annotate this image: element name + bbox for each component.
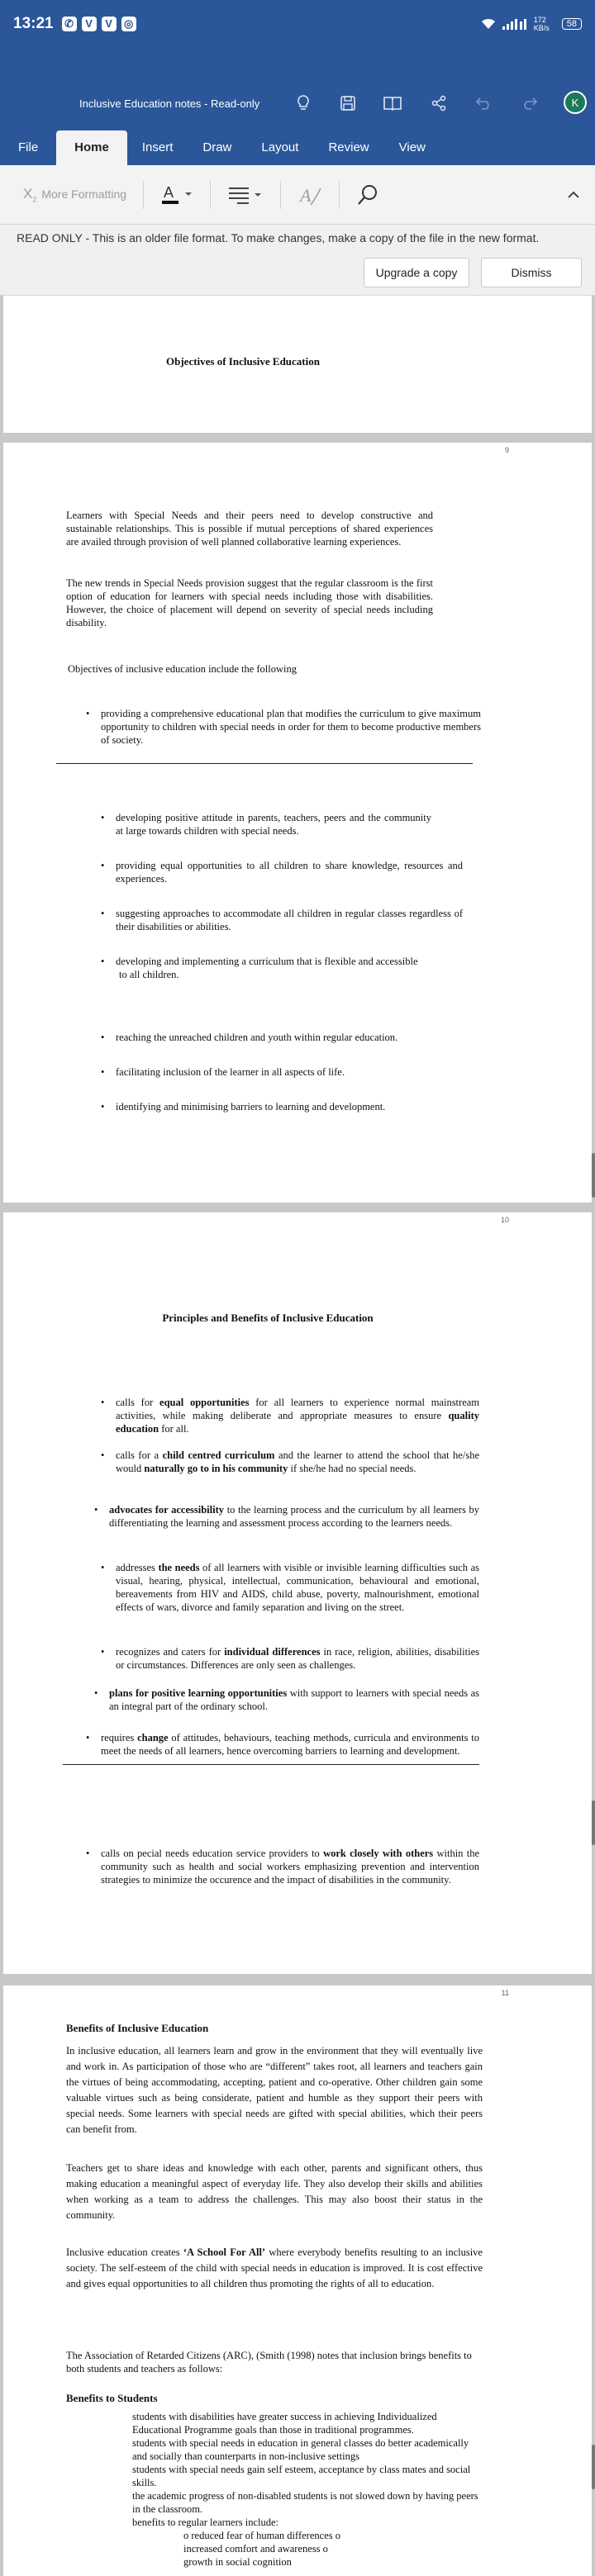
status-right [481,16,582,32]
list-item: • identifying and minimising barriers to learning and development. [116,1100,463,1113]
more-formatting-button[interactable] [23,186,126,203]
list-item: • calls for a child centred curriculum and the learner to attend the school that he/she would naturally go to in his community if she/he had no special needs. [116,1449,479,1475]
clear-formatting-icon: $X_2$ [23,185,37,204]
list-item: • advocates for accessibility to the learning process and the curriculum by all learners by differentiating the learning and assessment process according to the learners needs. [109,1503,479,1530]
status-time: 13:21 [13,15,54,32]
list-item: o reduced fear of human differences o [183,2530,340,2541]
tab-view[interactable]: View [398,140,426,154]
list-item: • developing positive attitude in parents, teachers, peers and the community at large towards children with special needs. [116,811,431,837]
page-heading: Objectives of Inclusive Education [166,355,320,368]
document-page [3,296,592,433]
read-mode-icon[interactable] [380,91,405,116]
list-item: • requires change of attitudes, behaviours, teaching methods, curricula and environments to meet the needs of all learners, hence overcoming barriers to learning and development. [101,1731,479,1758]
share-icon[interactable] [426,91,451,116]
align-icon [227,184,264,206]
svg-text:A: A [300,184,312,206]
scrollbar[interactable] [592,2445,595,2489]
paragraph: Objectives of inclusive education include the following [68,663,298,675]
document-page [3,443,592,1203]
list-item: • providing a comprehensive educational plan that modifies the curriculum to give maximum opportunity to children with special needs in order for them to become productive members of society. [101,707,481,747]
paragraph: The Association of Retarded Citizens (ARC), (Smith (1998) notes that inclusion brings benefits to both students and teachers as follows: [66,2350,472,2374]
paragraph: The new trends in Special Needs provision suggest that the regular classroom is the first option of education for learners with special needs including those with disabilities. However, the choice of placement will depend on severity of special needs including disability. [66,577,433,629]
whatsapp-icon: ✆ [62,17,77,31]
list-item: • providing equal opportunities to all children to share knowledge, resources and experiences. [116,859,463,885]
signal-icon [502,18,527,30]
collapse-ribbon-button[interactable] [567,191,580,199]
save-icon[interactable] [336,91,360,116]
ribbon-toolbar [0,165,595,225]
sub-heading: Benefits to Students [66,2392,158,2404]
list-item: • suggesting approaches to accommodate all children in regular classes regardless of their disabilities or abilities. [116,907,463,933]
paragraph-format-button[interactable] [227,184,264,206]
ribbon-tabs [0,130,595,165]
network-speed: 172 KB/s [533,16,550,32]
font-color-icon [160,183,193,207]
tab-home[interactable]: Home [56,130,127,165]
paragraph: In inclusive education, all learners learn and grow in the environment that they will eventually live and work in. As participation of those who are “different” takes root, all learners and teachers gain the virtues of being accommodating, accepting, patient and co-operative. Other children gain some valuable virtues such as being considerate, patient and humble as they support their peers with special needs. Some learners with special needs are gifted with special abilities, which their peers can benefit from. [66,2045,483,2135]
list-item: • reaching the unreached children and youth within regular education. [116,1031,463,1044]
page-heading: Principles and Benefits of Inclusive Education [162,1312,374,1324]
scrollbar[interactable] [592,1800,595,1845]
status-bar [0,0,595,48]
list-item-text: to all children. [119,969,179,980]
tab-file[interactable]: File [18,140,39,154]
list-item: growth in social cognition [183,2556,292,2568]
page-number: 9 [504,446,509,454]
list-item: • addresses the needs of all learners with visible or invisible learning difficulties such as visual, hearing, physical, intellectual, communication, behavioural and emotional, bereavements from HIV and AIDS, child abuse, poverty, malnourishment, emotional effects of wars, divorce and family separation and living on the street. [116,1561,479,1614]
paragraph: Teachers get to share ideas and knowledge with each other, parents and significant others, thus making education a meaningful aspect of everyday life. They also develop their skills and abilities when working as a team to address the challenges. This may also boost their status in the community. [66,2162,483,2221]
scrollbar[interactable] [592,1153,595,1198]
find-button[interactable] [356,183,379,206]
list-item-text: developing and implementing a curriculum that is flexible and accessible [116,956,418,967]
list-item [116,955,431,981]
section-heading: Benefits of Inclusive Education [66,2022,209,2034]
divider [143,181,144,209]
list-item: benefits to regular learners include: [132,2517,279,2528]
v-app-icon-2: V [102,17,117,31]
list-item: students with disabilities have greater success in achieving Individualized Educational Programme goals than those in traditional programmes. [132,2411,437,2436]
instagram-icon: ◎ [121,17,136,31]
page-number: 10 [500,1216,509,1224]
tab-review[interactable]: Review [328,140,369,154]
document-page [3,1212,592,1974]
read-only-message: READ ONLY - This is an older file format. To make changes, make a copy of the file in the new format. [17,231,540,244]
list-item: • recognizes and caters for individual differences in race, religion, abilities, disabilities or circumstances. Differences are only seen as challenges. [116,1645,479,1672]
document-page [3,1985,592,2576]
divider [210,181,211,209]
v-app-icon: V [82,17,97,31]
undo-icon[interactable] [471,91,496,116]
styles-button[interactable] [298,183,322,206]
font-color-button[interactable] [160,183,193,207]
tab-insert[interactable]: Insert [141,140,174,154]
list-item: • calls for equal opportunities for all learners to experience normal mainstream activities, while making deliberate and appropriate measures to ensure quality education for all. [116,1396,479,1435]
lightbulb-icon[interactable] [291,91,316,116]
title-row [0,83,595,124]
more-formatting-label: More Formatting [41,187,127,202]
benefit-list [132,2410,483,2569]
styles-icon [298,183,322,206]
list-item: students with special needs gain self esteem, acceptance by class mates and social skills. [132,2464,471,2488]
chevron-up-icon [567,191,580,199]
divider [280,181,281,209]
battery-indicator: 58 [562,18,582,30]
dismiss-button[interactable]: Dismiss [481,258,582,287]
read-only-banner [0,225,595,296]
tab-draw[interactable]: Draw [202,140,232,154]
document-title: Inclusive Education notes - Read-only [79,97,260,110]
list-item: increased comfort and awareness o [183,2543,328,2555]
page-number: 11 [501,1989,509,1997]
search-icon [356,183,379,206]
paragraph: Learners with Special Needs and their peers need to develop constructive and sustainable relationships. This is possible if mutual perceptions of shared experiences are availed through provision of well planned collaborative learning experiences. [66,510,433,548]
tab-layout[interactable]: Layout [261,140,299,154]
wifi-icon [481,18,496,30]
divider-line [63,1764,479,1765]
upgrade-copy-button[interactable]: Upgrade a copy [364,258,469,287]
redo-icon[interactable] [517,91,542,116]
avatar[interactable]: K [564,91,587,114]
list-item: the academic progress of non-disabled students is not slowed down by having peers in the classroom. [132,2490,478,2515]
list-item: • facilitating inclusion of the learner in all aspects of life. [116,1065,463,1079]
paragraph: Inclusive education creates ‘A School For All’ where everybody benefits resulting to an inclusive society. The self-esteem of the child with special needs in education is improved. It is cost effective and gives equal opportunities to all children thus promoting the rights of all to education. [66,2246,483,2289]
list-item: • calls on pecial needs education service providers to work closely with others within the community such as health and social workers emphasizing prevention and intervention strategies to minimize the occurence and the impact of disabilities in the community. [101,1847,479,1886]
list-item: students with special needs in education in general classes do better academically and socially than counterparts in non-inclusive settings [132,2437,469,2462]
app-header [0,0,595,165]
divider [339,181,340,209]
divider-line [56,763,473,764]
svg-text:A: A [164,183,174,201]
list-item: • plans for positive learning opportunities with support to learners with special needs as an integral part of the ordinary school. [109,1686,479,1713]
